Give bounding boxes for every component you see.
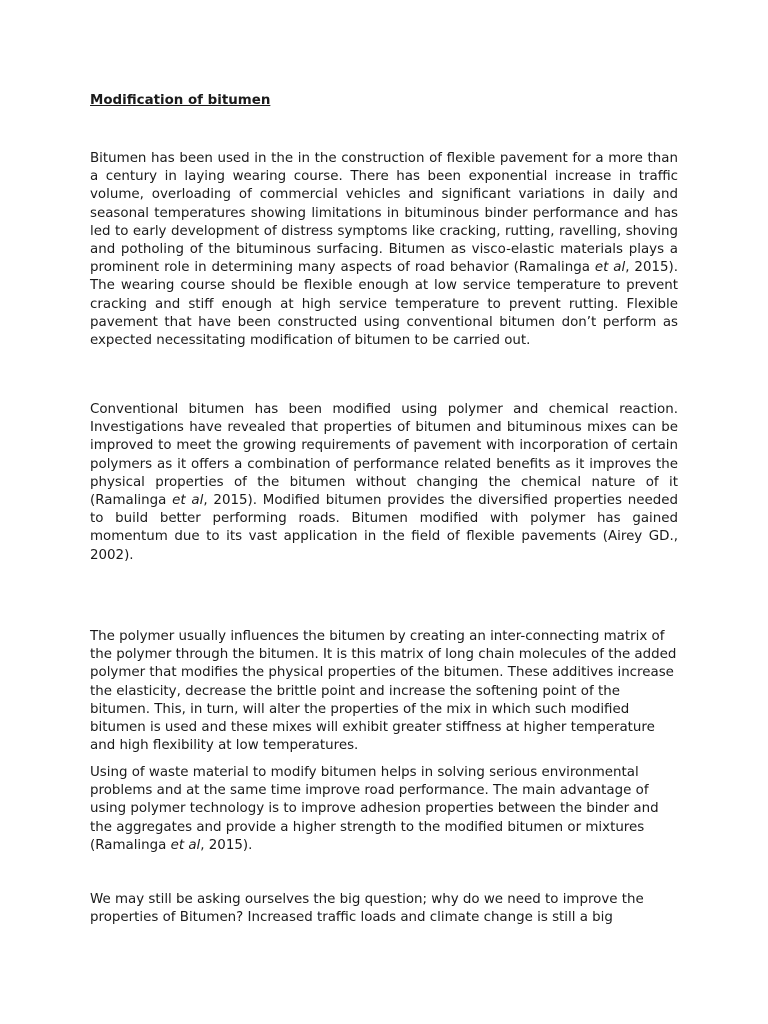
paragraph-conventional-bitumen xyxy=(90,401,678,565)
citation-italic: et al xyxy=(172,493,204,509)
paragraph-polymer-matrix xyxy=(90,628,678,755)
paragraph-text: The polymer usually influences the bitumen by creating an inter-connecting matrix of the polymer through the bitumen. It is this matrix of long chain molecules of the added polymer that modifies the physical properties of the bitumen. These additives increase the elasticity, decrease the brittle point and increase the softening point of the bitumen. This, in turn, will alter the properties of the mix in which such modified bitumen is used and these mixes will exhibit greater stiffness at higher temperature and high flexibility at low temperatures. xyxy=(90,629,677,754)
paragraph-text: Bitumen has been used in the in the construction of flexible pavement for a more than a century in laying wearing course. There has been exponential increase in traffic volume, overloading of commercial vehicles and significant variations in daily and seasonal temperatures showing limitations in bituminous binder performance and has led to early development of distress symptoms like cracking, rutting, ravelling, shoving and potholing of the bituminous surfacing. Bitumen as visco-elastic materials plays a prominent role in determining many aspects of road behavior (Ramalinga xyxy=(90,151,678,276)
document-page xyxy=(90,0,678,1024)
paragraph-intro xyxy=(90,150,678,350)
paragraph-text: Conventional bitumen has been modified using polymer and chemical reaction. Investigations have revealed that properties of bitumen and bituminous mixes can be improved to meet the growing requirements of pavement with incorporation of certain polymers as it offers a combination of performance related benefits as it improves the physical properties of the bitumen without changing the chemical nature of it (Ramalinga xyxy=(90,402,678,509)
document-title: Modification of bitumen xyxy=(90,93,271,108)
paragraph-text: , 2015). The wearing course should be flexible enough at low service temperature to prevent cracking and stiff enough at high service temperature to prevent rutting. Flexible pavement that have been constructed using conventional bitumen don’t perform as expected necessitating modification of bitumen to be carried out. xyxy=(90,260,678,349)
citation-italic: et al xyxy=(594,260,626,276)
paragraph-text: , 2015). xyxy=(200,837,253,853)
paragraph-text: , 2015). Modified bitumen provides the diversified properties needed to build better performing roads. Bitumen modified with polymer has gained momentum due to its vast application in the field of flexible pavements (Airey GD., 2002). xyxy=(90,493,678,563)
paragraph-waste-material xyxy=(90,764,678,855)
paragraph-big-question xyxy=(90,891,678,927)
paragraph-text: We may still be asking ourselves the big question; why do we need to improve the properties of Bitumen? Increased traffic loads and climate change is still a big xyxy=(90,892,644,926)
citation-italic: et al xyxy=(170,837,201,853)
paragraph-text: Using of waste material to modify bitumen helps in solving serious environmental problems and at the same time improve road performance. The main advantage of using polymer technology is to improve adhesion properties between the binder and the aggregates and provide a higher strength to the modified bitumen or mixtures (Ramalinga xyxy=(90,765,659,853)
